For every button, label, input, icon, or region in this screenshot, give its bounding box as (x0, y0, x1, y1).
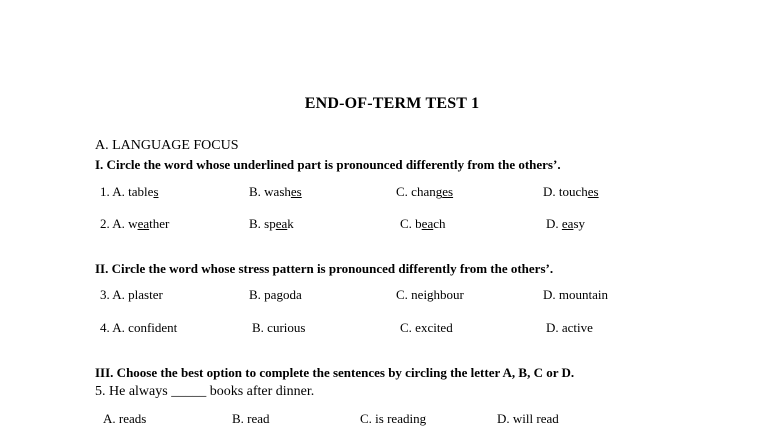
q5-option-d: D. will read (497, 411, 559, 426)
q3-option-b: B. pagoda (249, 287, 302, 302)
q1-option-d: D. touches (543, 184, 599, 199)
q1-option-c: C. changes (396, 184, 454, 199)
q4-option-c: C. excited (400, 320, 453, 335)
q4-option-b: B. curious (252, 320, 306, 335)
q2-option-b: B. speak (249, 216, 294, 231)
part3-instruction: III. Choose the best option to complete the sentences by circling the letter A, B, C or D. (95, 365, 575, 380)
q2-option-c: C. beach (400, 216, 446, 231)
q2-option-d: D. easy (546, 216, 585, 231)
q1-option-b: B. washes (249, 184, 302, 199)
part2-instruction: II. Circle the word whose stress pattern is pronounced differently from the others’. (95, 261, 554, 276)
section-a-heading: A. LANGUAGE FOCUS (95, 138, 239, 153)
part1-instruction: I. Circle the word whose underlined part is pronounced differently from the others’. (95, 157, 561, 172)
q3-option-a: 3. A. plaster (100, 287, 163, 302)
test-title: END-OF-TERM TEST 1 (304, 95, 480, 112)
q5-question: 5. He always _____ books after dinner. (95, 384, 315, 399)
q4-option-a: 4. A. confident (100, 320, 178, 335)
q4-option-d: D. active (546, 320, 593, 335)
q1-option-a: 1. A. tables (100, 184, 159, 199)
q3-option-d: D. mountain (543, 287, 608, 302)
q5-option-b: B. read (232, 411, 270, 426)
q2-option-a: 2. A. weather (100, 216, 170, 231)
q5-option-c: C. is reading (360, 411, 427, 426)
q3-option-c: C. neighbour (396, 287, 464, 302)
q5-option-a: A. reads (103, 411, 147, 426)
